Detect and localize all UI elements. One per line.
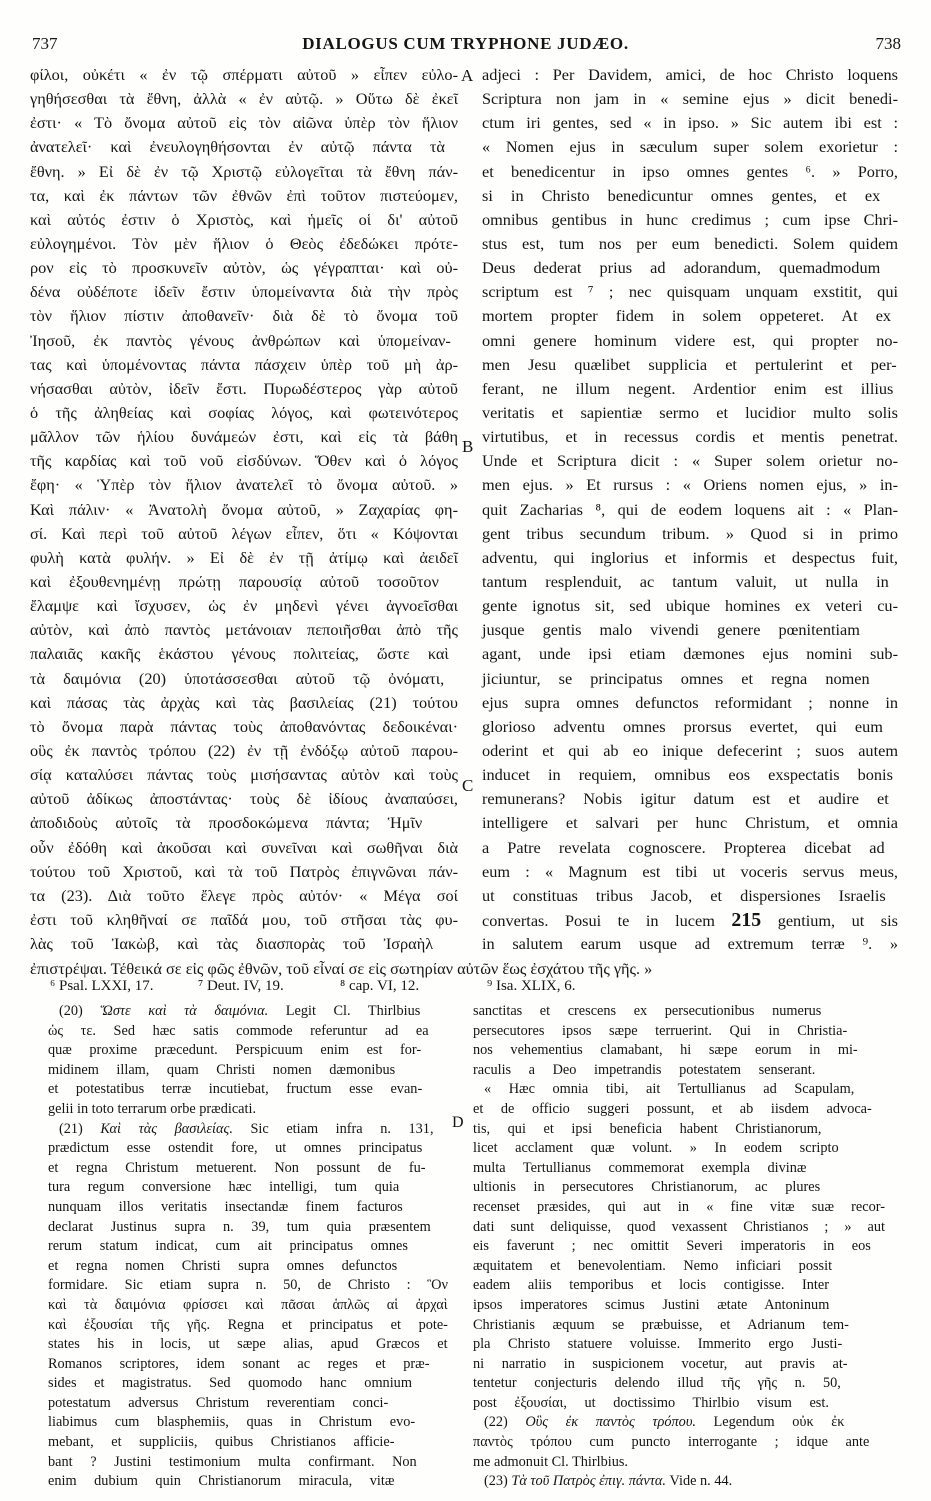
note-line [48,1159,448,1179]
note-line [48,1237,448,1257]
note-line [473,1237,885,1257]
greek-text-line [30,256,458,280]
note-line [48,1296,448,1316]
line-text: οὖν ἐδόθη καὶ ἀκοῦσαι καὶ συνεῖναι καὶ σωθῆναι διὰ [30,837,458,857]
line-text: scriptum est ⁷ ; nec quisquam unquam exstitit, qui [482,282,898,302]
note-line [473,1159,885,1179]
line-text: stus est, tum nos per eum benedicti. Solem quidem [482,233,898,253]
note-line [48,1413,448,1433]
line-text: ἐστι· « Τὸ ὄνομα αὐτοῦ εἰς τὸν αἰῶνα ὑπὲρ τὸν ἥλιον [30,113,458,133]
line-text: Scriptura non jam in « semine ejus » dicit benedi- [482,89,898,109]
note-line [473,1472,885,1492]
greek-text-line [30,715,458,739]
latin-text-line [482,691,898,715]
page-number-left: 737 [32,34,58,53]
line-text: si in Christo benedicuntur omnes gentes, et ex [482,185,881,205]
line-text: adjeci : Per Davidem, amici, de hoc Christo loquens [482,65,898,84]
running-title: DIALOGUS CUM TRYPHONE JUDÆO. [302,34,629,53]
line-text: ni narratio in suspicionem vocetur, aut pravis at- [473,1355,848,1372]
line-text: et de officio suggeri possunt, et ab iisdem advoca- [473,1100,872,1117]
line-text: ultionis in persecutores Christianorum, ac plures [473,1179,821,1196]
line-text: remunerans? Nobis igitur datum est et audire et [482,789,889,809]
line-text: raculis a Deo impetrandis potestatem senserant. [473,1061,816,1078]
greek-text-line [30,449,458,473]
line-text [59,1002,420,1022]
latin-text-line [482,329,898,353]
line-text: men ejus. » Et rursus : « Oriens nomen ejus, » in- [482,475,898,495]
note-line [473,1080,885,1100]
margin-letter-c: C [462,776,474,795]
line-text: adventu, qui inglorius et informis et despectus fuit, [482,547,898,567]
line-text: εὐλογημένοι. Τὸν μὲν ἥλιον ὁ Θεὸς ἐδεδώκει πρότε- [30,233,458,253]
latin-text-line [482,522,898,546]
line-text: oderint et qui ab eo inique defecerint ; suos autem [482,740,898,760]
line-text: formidare. Sic etiam supra n. 50, de Christo : Ὃν [48,1277,448,1294]
latin-text-line [482,401,898,425]
latin-text-line [482,594,898,618]
line-text: τὰ δαιμόνια (20) ὑποτάσσεσθαι αὐτοῦ τῷ ὀνόματι, [30,668,445,688]
greek-text-line [30,63,458,87]
note-line [48,1355,448,1375]
line-text: ut constituas tribus Jacob, et dispersiones Israelis [482,885,886,905]
latin-text-line [482,184,898,208]
latin-text-line [482,87,898,111]
note-line [473,1355,885,1375]
greek-text-line [30,425,458,449]
greek-text-line [30,184,458,208]
note-line [473,1374,885,1394]
latin-text-line [482,667,898,691]
line-text: καὶ πάσας τὰς ἀρχὰς καὶ τὰς βασιλείας (21) τούτου [30,692,458,712]
greek-text-line [30,836,458,860]
greek-text-line [30,667,458,691]
note-line [473,1120,885,1140]
greek-text-line [30,208,458,232]
line-text: ὡς τε. Sed hæc satis commode referuntur ad ea [48,1022,429,1039]
line-text: jusque gentis malo vivendi genere pœnitentiam [482,620,860,640]
line-text: φυλὴ κατὰ φυλήν. » Εἰ δὲ ἐν τῇ ἀτίμῳ καὶ ἀειδεῖ [30,547,458,567]
note-line [48,1041,448,1061]
latin-text-line [482,739,898,763]
latin-text-line [482,836,898,860]
note-lemma: Καὶ τὰς βασιλείας. [100,1120,233,1137]
greek-text-line [30,763,458,787]
line-text: me admonuit Cl. Thirlbius. [473,1453,629,1470]
line-text: ἔθνη. » Εἰ δὲ ἐν τῷ Χριστῷ εὐλογεῖται τὰ ἔθνη πάν- [30,161,458,181]
line-text: « Nomen ejus in sæculum super solem exorietur : [482,137,898,157]
note-line [48,1472,448,1492]
greek-text-line [30,546,458,570]
line-text: Christianis æquum se præbuisse, et Adrianum tem- [473,1316,849,1333]
line-text: gent tribus secundum tribum. » Quod si in primo [482,523,898,543]
note-line [473,1433,885,1453]
line-text: ρον εἰς τὸ προσκυνεῖν αὐτὸν, ὡς γέγραπται· καὶ οὐ- [30,258,458,278]
scripture-reference: ⁸ cap. VI, 12. [340,978,420,994]
text-segment: gentium, ut sis [761,910,898,930]
note-line [48,1374,448,1394]
scripture-reference: ⁹ Isa. XLIX, 6. [487,978,576,994]
line-text: a Patre revelata cognoscere. Propterea dicebat ad [482,837,885,857]
line-text: et potestatibus terræ incutiebat, fructum esse evan- [48,1081,423,1098]
line-text: men Jesu quælibet supplicia et pertulerint et per- [482,354,897,374]
latin-text-line [482,63,898,87]
line-text [59,1120,434,1140]
line-text: τὸν ἥλιον πίστιν ἀποθανεῖν· διὰ δὲ τὸ ὄνομα τοῦ [30,306,458,326]
line-text: potestatum adversus Christum reverentiam conci- [48,1394,389,1411]
greek-text-line [30,232,458,256]
line-text: « Hæc omnia tibi, ait Tertullianus ad Scapulam, [484,1081,855,1098]
line-text: in salutem earum usque ad extremum terræ ⁹. » [482,934,898,954]
line-text: ἔλαμψε καὶ ἴσχυσεν, ὡς ἐν μηδενὶ γένει ἀγνοεῖσθαι [30,596,458,616]
note-line [473,1413,885,1433]
note-line [48,1002,448,1022]
note-line [473,1041,885,1061]
latin-text-line [482,715,898,739]
line-text: sides et magistratus. Sed quomodo hanc omnium [48,1375,412,1392]
line-text: σί. Καὶ περὶ τοῦ αὐτοῦ λέγων εἶπεν, ὅτι « Κόψονται [30,523,458,543]
line-text: Deus dederat prius ad adorandum, quemadmodum [482,258,881,278]
line-text: οὓς ἐκ παντὸς τρόπου (22) ἐν τῇ ἐνδόξῳ αὐτοῦ παρου- [30,740,458,760]
line-text: midinem illam, quam Christi nomen dæmonibus [48,1061,396,1078]
line-text: τας καὶ ὑπομένοντας πάντα πάσχειν ὑπὲρ τοῦ μὴ ἀρ- [30,354,458,374]
latin-text-line [482,787,898,811]
line-text: Romanos scriptores, idem sonant ac reges et præ- [48,1355,430,1372]
latin-text-line [482,473,898,497]
line-text: παλαιᾶς κακῆς ἑκάστου γένους πολιτείας, ὥστε καὶ [30,644,449,664]
line-text: pla Christo statuere voluisse. Immerito ergo Justi- [473,1336,843,1353]
text-segment: Vide n. 44. [665,1473,733,1490]
latin-text-column [482,63,898,956]
line-text [484,1413,844,1433]
greek-text-line [30,304,458,328]
note-line [48,1061,448,1081]
line-text: δένα οὐδέποτε ἰδεῖν ἔστιν ὑπομείναντα διὰ τὴν πρὸς [30,282,458,302]
line-text: æquitatem et benevolentiam. Nemo inficiari possit [473,1257,833,1274]
line-text: ἐστι τοῦ κληθῆναί σε παῖδά μου, τοῦ στῆσαι τὰς φυ- [30,909,458,929]
greek-text-line [30,932,458,956]
line-text: prædictum esse ostendit fore, ut omnes principatus [48,1140,423,1157]
line-text: καὶ αὐτός ἐστιν ὁ Χριστὸς, καὶ ἡμεῖς οἱ δι' αὐτοῦ [30,209,458,229]
greek-text-line [30,498,458,522]
greek-text-line [30,618,458,642]
line-text: quæ proxime præcedunt. Perspicuum enim est for- [48,1042,422,1059]
line-text: παντὸς τρόπου cum puncto interrogante ; idque ante [473,1434,870,1451]
note-line [473,1022,885,1042]
latin-text-line [482,304,898,328]
line-text: μᾶλλον τῶν ἡλίου δυνάμεών ἐστι, καὶ εἰς τὰ βάθη [30,427,458,447]
line-text: τούτου τοῦ Χριστοῦ, καὶ τὰ τοῦ Πατρὸς ἐπιγνῶναι πάν- [30,861,458,881]
line-text: recenset præsides, qui aut in « fine vitæ suæ recor- [473,1198,885,1215]
greek-text-line [30,811,458,835]
note-line [473,1100,885,1120]
note-line [48,1316,448,1336]
note-line [48,1139,448,1159]
text-segment: Sic etiam infra n. 131, [232,1120,434,1137]
note-line [48,1022,448,1042]
greek-text-line [30,884,458,908]
note-lemma: Ὥστε καὶ τὰ δαιμόνια. [100,1003,269,1019]
line-text: tantum resplenduit, ac tantum valuit, ut nulla in [482,571,889,591]
latin-text-line [482,160,898,184]
line-text: γηθήσεσθαι τὰ ἔθνη, ἀλλὰ « ἐν αὐτῷ. » Οὕτω δὲ ἐκεῖ [30,89,458,109]
note-line [473,1002,885,1022]
line-text: ejus supra omnes defunctos reformidant ; nonne in [482,692,898,712]
line-text: post ἐξουσίαι, ut doctissimo Thirlbio visum est. [473,1394,829,1411]
greek-text-line [30,473,458,497]
scripture-reference: ⁶ Psal. LXXI, 17. [50,978,154,994]
note-line [473,1139,885,1159]
line-text [482,908,898,933]
note-line [48,1433,448,1453]
line-text: λὰς τοῦ Ἰακὼβ, καὶ τὰς διασπορὰς τοῦ Ἰσραὴλ [30,934,434,954]
latin-text-line [482,111,898,135]
line-text: intelligere et salvari per hunc Christum, et omnia [482,813,898,833]
line-text: rerum statum indicat, cum ait principatus omnes [48,1238,408,1255]
latin-text-line [482,256,898,280]
notes-left-column [48,1002,448,1492]
greek-text-line [30,642,458,666]
text-segment: (21) [59,1120,101,1137]
greek-text-line [30,787,458,811]
latin-text-line [482,570,898,594]
greek-fullwidth-line: ἐπιστρέψαι. Τέθεικά σε εἰς φῶς ἐθνῶν, τοῦ εἶναί σε εἰς σωτηρίαν αὐτῶν ἕως ἐσχάτου τῆς γῆς. » [30,959,653,978]
latin-text-line [482,280,898,304]
text-segment: Legendum οὐκ ἐκ [695,1414,845,1431]
latin-text-line [482,232,898,256]
line-text: sanctitas et crescens ex persecutionibus numerus [473,1003,822,1019]
note-line [473,1394,885,1414]
line-text: quit Zacharias ⁸, qui de eodem loquens ait : « Plan- [482,499,898,519]
latin-text-line [482,884,898,908]
greek-text-line [30,594,458,618]
latin-text-line [482,135,898,159]
line-text: καὶ ἐξουσίαι τῆς γῆς. Regna et principatus et pote- [48,1316,448,1333]
line-text: eum : « Magnum est tibi ut voceris servus meus, [482,861,898,881]
line-text: mortem propter fidem in solem oppeteret. At ex [482,306,892,326]
latin-text-line [482,377,898,401]
latin-text-line [482,546,898,570]
note-line [48,1198,448,1218]
greek-text-line [30,280,458,304]
note-line [473,1335,885,1355]
line-text: agant, unde ipsi etiam dæmones ejus nomini sub- [482,644,898,664]
line-text: σίᾳ καταλύσει πάντας τοὺς μισήσαντας αὐτὸν καὶ τοὺς [30,765,458,785]
line-text: ferant, ne illum negent. Ardentior enim est illius [482,378,894,398]
line-text: persecutores ipsos sæpe terruerint. Qui in Christia- [473,1022,848,1039]
margin-letter-a: A [461,66,474,85]
text-segment: Legit Cl. Thirlbius [268,1003,421,1019]
latin-text-line [482,353,898,377]
line-text: mebant, et suppliciis, quibus Christianos afficie- [48,1434,395,1451]
line-text: τῆς καρδίας καὶ τοῦ νοῦ εἰσδύνων. Ὅθεν καὶ ὁ λόγος [30,451,458,471]
greek-text-line [30,353,458,377]
latin-text-line [482,860,898,884]
latin-text-line [482,642,898,666]
line-text: eis faverunt ; nec omittit Severi imperatoris in eos [473,1238,871,1255]
line-text: τα (23). Διὰ τοῦτο ἔλεγε πρὸς αὐτόν· « Μέγα σοί [30,885,458,905]
note-line [48,1394,448,1414]
scripture-reference: ⁷ Deut. IV, 19. [198,978,284,994]
line-text: νήσασθαι αὐτὸν, ἰδεῖν ἔστι. Πυρωδέστερος γὰρ αὐτοῦ [30,378,458,398]
line-text: glorioso adventu omnes prorsus evertet, qui eum [482,716,883,736]
line-text: φίλοι, οὐκέτι « ἐν τῷ σπέρματι αὐτοῦ » εἶπεν εὐλο- [30,65,458,84]
margin-letter-b: B [462,437,474,456]
note-line [473,1276,885,1296]
line-text: ἔφη· « Ὑπὲρ τὸν ἥλιον ἀνατελεῖ τὸ ὄνομα αὐτοῦ. » [30,475,458,495]
line-text: gente ignotus sit, sed ubique homines ex veteri cu- [482,596,898,616]
greek-text-line [30,860,458,884]
line-text: liabimus cum blasphemiis, quas in Christum evo- [48,1414,416,1431]
latin-text-line [482,449,898,473]
line-text: Unde et Scriptura dicit : « Super solem orietur no- [482,451,898,471]
line-text: tentetur conjecturis delendo illud τῆς γῆς n. 50, [473,1375,841,1392]
latin-text-line [482,425,898,449]
line-text: dati sunt deliquisse, quod vexassent Christianos ; » aut [473,1218,885,1235]
greek-text-line [30,87,458,111]
line-text: eadem aliis temporibus et locis contigisse. Inter [473,1277,829,1294]
line-text: τὸ ὄνομα παρὰ πάντας τοὺς ἀποθανόντας δεδοικέναι· [30,716,458,736]
line-text: bant ? Justini testimonium multa confirmant. Non [48,1453,417,1470]
note-line [473,1296,885,1316]
greek-text-column [30,63,458,956]
note-line [473,1316,885,1336]
note-line [48,1120,448,1140]
line-text: καὶ τὰ δαιμόνια φρίσσει καὶ πᾶσαι ἁπλῶς αἱ ἀρχαὶ [48,1296,448,1313]
line-text: omnibus gentibus in hunc credimus ; cum ipse Chri- [482,209,898,229]
text-segment: (22) [484,1414,526,1431]
notes-right-column [473,1002,885,1492]
note-line [48,1218,448,1238]
line-text: αὐτοῦ ἀδίκως ἀποστάντας· τοὺς δὲ ἰδίους ἀναπαύσει, [30,789,458,809]
line-text: declarat Justinus supra n. 39, tum quia præsentem [48,1218,431,1235]
line-text: tis, qui et ipsi beneficia habent Christianorum, [473,1120,822,1137]
line-text: gelii in toto terrarum orbe prædicati. [48,1100,257,1117]
greek-text-line [30,401,458,425]
latin-text-line [482,908,898,932]
note-line [473,1061,885,1081]
latin-text-line [482,932,898,956]
line-text: ipsos imperatores scimus Justini ætate Antoninum [473,1296,830,1313]
note-line [48,1080,448,1100]
note-line [473,1218,885,1238]
line-text: ὁ τῆς ἀληθείας καὶ σοφίας λόγος, καὶ φωτεινότερος [30,402,458,422]
greek-text-line [30,570,458,594]
line-text: virtutibus, et in recessus cordis et mentis penetrat. [482,427,898,447]
line-text: multa Tertullianus commemorat exempla divinæ [473,1159,807,1176]
line-text: Καὶ πάλιν· « Ἀνατολὴ ὄνομα αὐτοῦ, » Ζαχαρίας φη- [30,499,458,519]
line-text: states his in locis, ut sæpe alias, apud Græcos et [48,1336,448,1353]
note-lemma: Οὓς ἐκ παντὸς τρόπου. [525,1414,696,1431]
line-text: ctum iri gentes, sed « in ipso. » Sic autem ibi est : [482,113,898,133]
note-line [473,1178,885,1198]
greek-text-line [30,111,458,135]
note-line [48,1178,448,1198]
text-segment: (20) [59,1003,101,1019]
line-text: et regna Christum metuerent. Non possunt de fu- [48,1159,426,1176]
latin-text-line [482,208,898,232]
latin-text-line [482,763,898,787]
line-text: enim dubium quin Christianorum miracula, vitæ [48,1473,395,1490]
note-line [473,1198,885,1218]
greek-text-line [30,135,458,159]
line-text: licet acclament quæ volunt. » In eodem scripto [473,1140,839,1157]
greek-text-line [30,377,458,401]
line-text: et benedicentur in ipso omnes gentes ⁶. » Porro, [482,161,898,181]
note-line [48,1100,448,1120]
note-line [48,1453,448,1473]
line-text: nos vehementius clamabant, hi sæpe eorum in mi- [473,1042,858,1059]
line-text: nunquam illos veritatis insectandæ finem facturos [48,1198,403,1215]
note-line [473,1257,885,1277]
greek-text-line [30,329,458,353]
line-text: ἀποδιδοὺς αὐτοῖς τὰ προσδοκώμενα πάντα; Ἡμῖν [30,813,423,833]
greek-text-line [30,522,458,546]
text-segment: convertas. Posui te in lucem [482,910,732,930]
latin-text-line [482,498,898,522]
line-text: τα, καὶ ἐκ πάντων τῶν ἐθνῶν ἐπὶ τοῦτον πιστεύομεν, [30,185,458,205]
greek-text-line [30,739,458,763]
note-line [48,1335,448,1355]
greek-text-line [30,691,458,715]
edition-column-number: 215 [731,908,762,931]
margin-letter-d: D [452,1114,464,1131]
latin-text-line [482,618,898,642]
note-line [48,1257,448,1277]
page-number-right: 738 [875,34,901,53]
line-text: ἀνατελεῖ· καὶ ἐνευλογηθήσονται ἐν αὐτῷ πάντα τὰ [30,137,445,157]
latin-text-line [482,811,898,835]
line-text: καὶ ἐξουθενημένῃ πρώτῃ παρουσίᾳ αὐτοῦ τοσοῦτον [30,571,439,591]
line-text: omni genere hominum videre est, qui propter no- [482,330,898,350]
text-segment: (23) [484,1473,512,1490]
line-text: αὐτὸν, καὶ ἀπὸ παντὸς μετάνοιαν πεποιῆσθαι ἀπὸ τῆς [30,620,458,640]
line-text: inducet in requiem, omnibus eos exspectatis bonis [482,765,893,785]
line-text: Ἰησοῦ, ἐκ παντὸς γένους ἀνθρώπων καὶ ὑπομείναν- [30,330,451,350]
greek-text-line [30,160,458,184]
line-text: jiciuntur, se principatus omnes et regna nomen [482,668,870,688]
greek-text-line [30,908,458,932]
line-text: tura regum conversione hæc intelligi, tum quia [48,1179,400,1196]
note-lemma: Τὰ τοῦ Πατρὸς ἐπιγ. πάντα. [511,1473,666,1490]
line-text: veritatis et sapientiæ sermo et lucidior multo solis [482,402,898,422]
line-text [484,1472,732,1492]
note-line [48,1276,448,1296]
note-line [473,1453,885,1473]
line-text: et regna nomen Christi supra omnes defunctos [48,1257,398,1274]
